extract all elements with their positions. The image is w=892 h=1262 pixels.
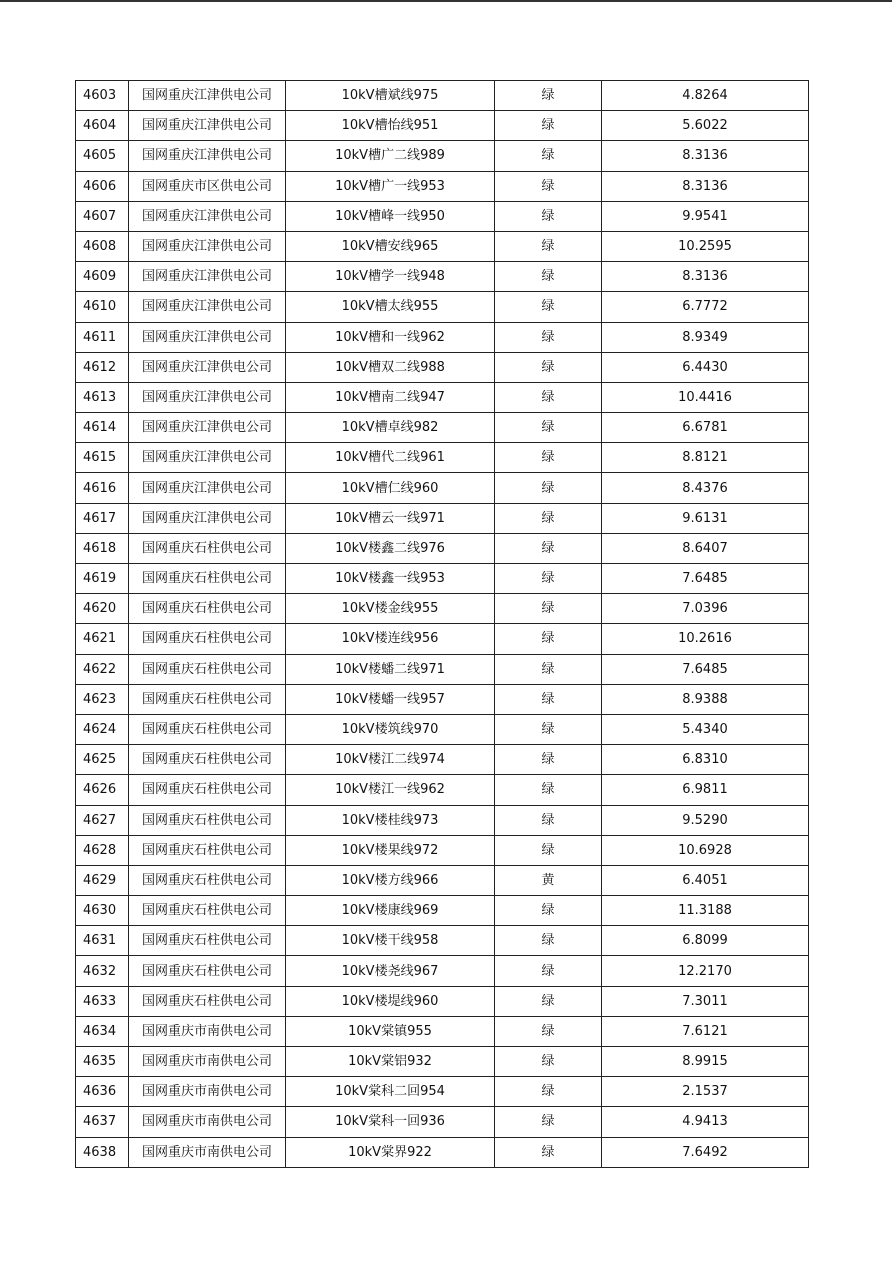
value-cell: 12.2170 <box>602 956 809 986</box>
row-id-cell: 4612 <box>76 352 129 382</box>
table-row <box>76 624 809 654</box>
value-cell: 9.5290 <box>602 805 809 835</box>
table-row <box>76 805 809 835</box>
value-cell: 8.8121 <box>602 443 809 473</box>
status-cell: 绿 <box>495 745 602 775</box>
table-row <box>76 926 809 956</box>
table-row <box>76 1016 809 1046</box>
value-cell: 8.9915 <box>602 1047 809 1077</box>
company-cell: 国网重庆石柱供电公司 <box>129 745 286 775</box>
company-cell: 国网重庆石柱供电公司 <box>129 654 286 684</box>
company-cell: 国网重庆江津供电公司 <box>129 201 286 231</box>
row-id-cell: 4607 <box>76 201 129 231</box>
company-cell: 国网重庆江津供电公司 <box>129 81 286 111</box>
table-row <box>76 1047 809 1077</box>
row-id-cell: 4617 <box>76 503 129 533</box>
line-name-cell: 10kV楼江一线962 <box>286 775 495 805</box>
line-name-cell: 10kV楼蟠二线971 <box>286 654 495 684</box>
value-cell: 8.3136 <box>602 171 809 201</box>
row-id-cell: 4632 <box>76 956 129 986</box>
line-name-cell: 10kV槽斌线975 <box>286 81 495 111</box>
company-cell: 国网重庆江津供电公司 <box>129 503 286 533</box>
row-id-cell: 4619 <box>76 564 129 594</box>
row-id-cell: 4627 <box>76 805 129 835</box>
company-cell: 国网重庆石柱供电公司 <box>129 835 286 865</box>
line-name-cell: 10kV槽仁线960 <box>286 473 495 503</box>
line-name-cell: 10kV槽峰一线950 <box>286 201 495 231</box>
line-name-cell: 10kV棠科一回936 <box>286 1107 495 1137</box>
table-row <box>76 382 809 412</box>
line-name-cell: 10kV槽和一线962 <box>286 322 495 352</box>
value-cell: 8.9388 <box>602 684 809 714</box>
value-cell: 7.6492 <box>602 1137 809 1167</box>
status-cell: 绿 <box>495 141 602 171</box>
line-name-cell: 10kV棠铝932 <box>286 1047 495 1077</box>
company-cell: 国网重庆石柱供电公司 <box>129 805 286 835</box>
row-id-cell: 4608 <box>76 231 129 261</box>
company-cell: 国网重庆石柱供电公司 <box>129 533 286 563</box>
company-cell: 国网重庆石柱供电公司 <box>129 564 286 594</box>
company-cell: 国网重庆石柱供电公司 <box>129 594 286 624</box>
company-cell: 国网重庆江津供电公司 <box>129 413 286 443</box>
line-name-cell: 10kV楼蟠一线957 <box>286 684 495 714</box>
status-cell: 绿 <box>495 835 602 865</box>
row-id-cell: 4618 <box>76 533 129 563</box>
line-name-cell: 10kV棠界922 <box>286 1137 495 1167</box>
table-row <box>76 262 809 292</box>
row-id-cell: 4615 <box>76 443 129 473</box>
status-cell: 绿 <box>495 473 602 503</box>
status-cell: 绿 <box>495 1107 602 1137</box>
line-name-cell: 10kV楼金线955 <box>286 594 495 624</box>
line-name-cell: 10kV槽广一线953 <box>286 171 495 201</box>
table-body <box>76 81 809 1168</box>
value-cell: 7.6485 <box>602 654 809 684</box>
data-table <box>75 80 809 1168</box>
table-row <box>76 231 809 261</box>
table-row <box>76 171 809 201</box>
line-name-cell: 10kV棠镇955 <box>286 1016 495 1046</box>
status-cell: 绿 <box>495 564 602 594</box>
table-row <box>76 714 809 744</box>
line-name-cell: 10kV楼干线958 <box>286 926 495 956</box>
company-cell: 国网重庆市南供电公司 <box>129 1077 286 1107</box>
status-cell: 绿 <box>495 926 602 956</box>
value-cell: 8.6407 <box>602 533 809 563</box>
row-id-cell: 4620 <box>76 594 129 624</box>
table-row <box>76 533 809 563</box>
page-top-border <box>0 0 892 2</box>
row-id-cell: 4626 <box>76 775 129 805</box>
table-row <box>76 201 809 231</box>
row-id-cell: 4604 <box>76 111 129 141</box>
row-id-cell: 4613 <box>76 382 129 412</box>
table-row <box>76 322 809 352</box>
value-cell: 6.8310 <box>602 745 809 775</box>
company-cell: 国网重庆石柱供电公司 <box>129 926 286 956</box>
row-id-cell: 4622 <box>76 654 129 684</box>
company-cell: 国网重庆石柱供电公司 <box>129 714 286 744</box>
company-cell: 国网重庆石柱供电公司 <box>129 896 286 926</box>
company-cell: 国网重庆市南供电公司 <box>129 1047 286 1077</box>
value-cell: 10.2616 <box>602 624 809 654</box>
line-name-cell: 10kV槽怡线951 <box>286 111 495 141</box>
line-name-cell: 10kV槽代二线961 <box>286 443 495 473</box>
status-cell: 绿 <box>495 292 602 322</box>
row-id-cell: 4609 <box>76 262 129 292</box>
value-cell: 6.7772 <box>602 292 809 322</box>
value-cell: 7.3011 <box>602 986 809 1016</box>
line-name-cell: 10kV槽卓线982 <box>286 413 495 443</box>
company-cell: 国网重庆江津供电公司 <box>129 443 286 473</box>
row-id-cell: 4637 <box>76 1107 129 1137</box>
table-row <box>76 594 809 624</box>
table-row <box>76 473 809 503</box>
status-cell: 绿 <box>495 231 602 261</box>
row-id-cell: 4638 <box>76 1137 129 1167</box>
value-cell: 9.6131 <box>602 503 809 533</box>
line-name-cell: 10kV槽广二线989 <box>286 141 495 171</box>
company-cell: 国网重庆江津供电公司 <box>129 352 286 382</box>
status-cell: 绿 <box>495 594 602 624</box>
value-cell: 9.9541 <box>602 201 809 231</box>
line-name-cell: 10kV楼鑫二线976 <box>286 533 495 563</box>
value-cell: 6.4051 <box>602 865 809 895</box>
row-id-cell: 4629 <box>76 865 129 895</box>
line-name-cell: 10kV楼桂线973 <box>286 805 495 835</box>
row-id-cell: 4628 <box>76 835 129 865</box>
value-cell: 4.8264 <box>602 81 809 111</box>
status-cell: 绿 <box>495 322 602 352</box>
row-id-cell: 4631 <box>76 926 129 956</box>
status-cell: 绿 <box>495 171 602 201</box>
value-cell: 7.6121 <box>602 1016 809 1046</box>
value-cell: 8.3136 <box>602 262 809 292</box>
status-cell: 绿 <box>495 654 602 684</box>
row-id-cell: 4624 <box>76 714 129 744</box>
table-row <box>76 1077 809 1107</box>
table-row <box>76 775 809 805</box>
value-cell: 6.8099 <box>602 926 809 956</box>
value-cell: 5.4340 <box>602 714 809 744</box>
company-cell: 国网重庆市区供电公司 <box>129 171 286 201</box>
value-cell: 6.9811 <box>602 775 809 805</box>
status-cell: 绿 <box>495 805 602 835</box>
status-cell: 绿 <box>495 503 602 533</box>
status-cell: 绿 <box>495 956 602 986</box>
table-row <box>76 654 809 684</box>
line-name-cell: 10kV槽安线965 <box>286 231 495 261</box>
line-name-cell: 10kV楼堤线960 <box>286 986 495 1016</box>
status-cell: 绿 <box>495 81 602 111</box>
value-cell: 10.6928 <box>602 835 809 865</box>
table-row <box>76 956 809 986</box>
company-cell: 国网重庆江津供电公司 <box>129 141 286 171</box>
status-cell: 绿 <box>495 352 602 382</box>
value-cell: 10.2595 <box>602 231 809 261</box>
status-cell: 黄 <box>495 865 602 895</box>
status-cell: 绿 <box>495 201 602 231</box>
row-id-cell: 4611 <box>76 322 129 352</box>
status-cell: 绿 <box>495 775 602 805</box>
line-name-cell: 10kV棠科二回954 <box>286 1077 495 1107</box>
value-cell: 6.6781 <box>602 413 809 443</box>
status-cell: 绿 <box>495 111 602 141</box>
table-row <box>76 81 809 111</box>
company-cell: 国网重庆市南供电公司 <box>129 1107 286 1137</box>
row-id-cell: 4623 <box>76 684 129 714</box>
line-name-cell: 10kV楼方线966 <box>286 865 495 895</box>
table-row <box>76 564 809 594</box>
row-id-cell: 4610 <box>76 292 129 322</box>
company-cell: 国网重庆江津供电公司 <box>129 292 286 322</box>
table-row <box>76 1137 809 1167</box>
status-cell: 绿 <box>495 986 602 1016</box>
status-cell: 绿 <box>495 533 602 563</box>
row-id-cell: 4630 <box>76 896 129 926</box>
table-row <box>76 503 809 533</box>
status-cell: 绿 <box>495 896 602 926</box>
line-name-cell: 10kV楼尧线967 <box>286 956 495 986</box>
value-cell: 8.4376 <box>602 473 809 503</box>
line-name-cell: 10kV槽云一线971 <box>286 503 495 533</box>
table-row <box>76 141 809 171</box>
status-cell: 绿 <box>495 413 602 443</box>
status-cell: 绿 <box>495 1047 602 1077</box>
status-cell: 绿 <box>495 714 602 744</box>
company-cell: 国网重庆石柱供电公司 <box>129 956 286 986</box>
row-id-cell: 4621 <box>76 624 129 654</box>
status-cell: 绿 <box>495 1016 602 1046</box>
row-id-cell: 4634 <box>76 1016 129 1046</box>
line-name-cell: 10kV槽学一线948 <box>286 262 495 292</box>
value-cell: 5.6022 <box>602 111 809 141</box>
table-row <box>76 835 809 865</box>
table-row <box>76 413 809 443</box>
line-name-cell: 10kV楼筑线970 <box>286 714 495 744</box>
line-name-cell: 10kV楼江二线974 <box>286 745 495 775</box>
row-id-cell: 4635 <box>76 1047 129 1077</box>
status-cell: 绿 <box>495 624 602 654</box>
value-cell: 7.0396 <box>602 594 809 624</box>
company-cell: 国网重庆江津供电公司 <box>129 473 286 503</box>
company-cell: 国网重庆江津供电公司 <box>129 111 286 141</box>
table-row <box>76 292 809 322</box>
status-cell: 绿 <box>495 684 602 714</box>
value-cell: 8.9349 <box>602 322 809 352</box>
company-cell: 国网重庆石柱供电公司 <box>129 684 286 714</box>
row-id-cell: 4614 <box>76 413 129 443</box>
table-row <box>76 111 809 141</box>
status-cell: 绿 <box>495 1137 602 1167</box>
line-name-cell: 10kV楼果线972 <box>286 835 495 865</box>
company-cell: 国网重庆江津供电公司 <box>129 262 286 292</box>
line-name-cell: 10kV槽太线955 <box>286 292 495 322</box>
status-cell: 绿 <box>495 262 602 292</box>
row-id-cell: 4616 <box>76 473 129 503</box>
value-cell: 7.6485 <box>602 564 809 594</box>
table-row <box>76 352 809 382</box>
line-name-cell: 10kV楼连线956 <box>286 624 495 654</box>
value-cell: 8.3136 <box>602 141 809 171</box>
value-cell: 2.1537 <box>602 1077 809 1107</box>
table-row <box>76 986 809 1016</box>
value-cell: 4.9413 <box>602 1107 809 1137</box>
row-id-cell: 4633 <box>76 986 129 1016</box>
table-row <box>76 443 809 473</box>
company-cell: 国网重庆江津供电公司 <box>129 322 286 352</box>
company-cell: 国网重庆市南供电公司 <box>129 1137 286 1167</box>
value-cell: 11.3188 <box>602 896 809 926</box>
row-id-cell: 4603 <box>76 81 129 111</box>
row-id-cell: 4636 <box>76 1077 129 1107</box>
row-id-cell: 4606 <box>76 171 129 201</box>
value-cell: 10.4416 <box>602 382 809 412</box>
line-name-cell: 10kV楼鑫一线953 <box>286 564 495 594</box>
row-id-cell: 4605 <box>76 141 129 171</box>
status-cell: 绿 <box>495 1077 602 1107</box>
row-id-cell: 4625 <box>76 745 129 775</box>
line-name-cell: 10kV楼康线969 <box>286 896 495 926</box>
table-row <box>76 865 809 895</box>
table-row <box>76 1107 809 1137</box>
table-row <box>76 745 809 775</box>
company-cell: 国网重庆石柱供电公司 <box>129 775 286 805</box>
status-cell: 绿 <box>495 382 602 412</box>
table-row <box>76 896 809 926</box>
company-cell: 国网重庆市南供电公司 <box>129 1016 286 1046</box>
line-name-cell: 10kV槽双二线988 <box>286 352 495 382</box>
table-row <box>76 684 809 714</box>
company-cell: 国网重庆石柱供电公司 <box>129 986 286 1016</box>
status-cell: 绿 <box>495 443 602 473</box>
line-name-cell: 10kV槽南二线947 <box>286 382 495 412</box>
company-cell: 国网重庆江津供电公司 <box>129 231 286 261</box>
company-cell: 国网重庆江津供电公司 <box>129 382 286 412</box>
company-cell: 国网重庆石柱供电公司 <box>129 865 286 895</box>
value-cell: 6.4430 <box>602 352 809 382</box>
company-cell: 国网重庆石柱供电公司 <box>129 624 286 654</box>
